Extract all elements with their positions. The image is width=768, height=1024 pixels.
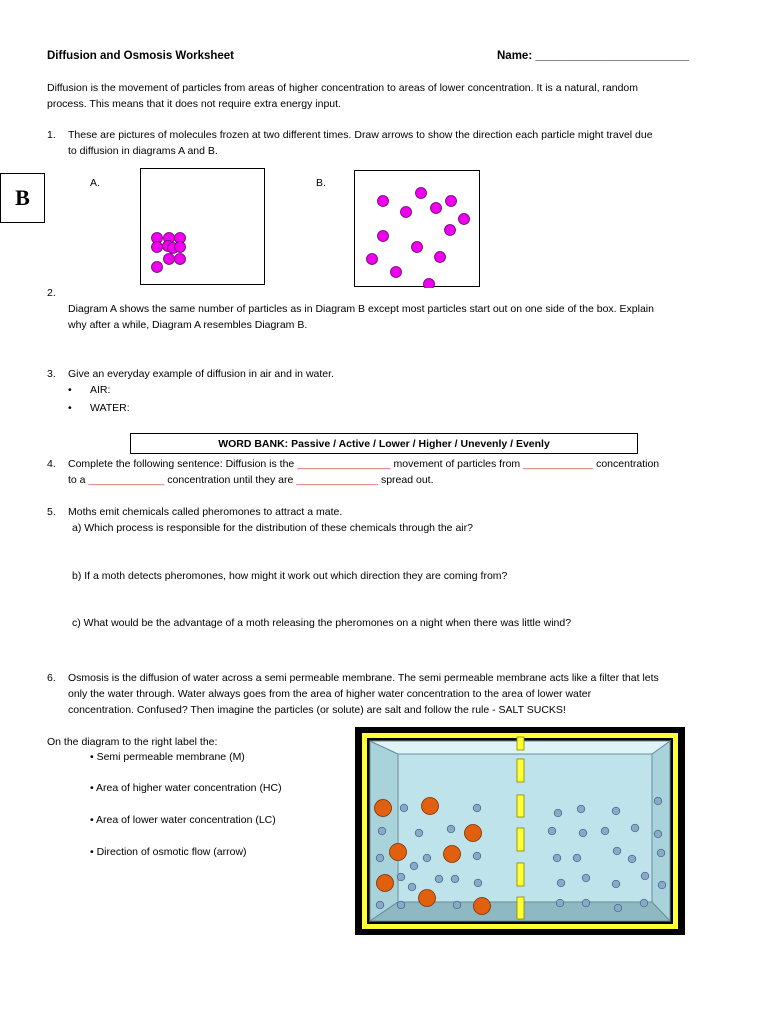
label-higher-concentration: • Area of higher water concentration (HC) <box>90 782 282 794</box>
particle <box>378 231 389 242</box>
particle <box>445 225 456 236</box>
diagram-a-label: A. <box>90 177 100 189</box>
q2-text-1: Diagram A shows the same number of particles as in Diagram B except most particles start out on one side of the box. Explain <box>68 303 654 315</box>
particle <box>446 196 457 207</box>
particle <box>175 254 186 265</box>
q1-text-2: to diffusion in diagrams A and B. <box>68 145 218 157</box>
diagram-b-label: B. <box>316 177 326 189</box>
q4-blank[interactable]: ______________ <box>296 474 379 486</box>
q3-number: 3. <box>47 368 56 380</box>
particle <box>152 262 163 273</box>
intro-line-2: process. This means that it does not require extra energy input. <box>47 98 341 110</box>
label-membrane: • Semi permeable membrane (M) <box>90 751 245 763</box>
particle <box>152 242 163 253</box>
q1-text-1: These are pictures of molecules frozen at two different times. Draw arrows to show the direction each particle might travel due <box>68 129 653 141</box>
q5c-text: c) What would be the advantage of a moth releasing the pheromones on a night when there was little wind? <box>72 617 572 629</box>
q6-text-3: concentration. Confused? Then imagine the particles (or solute) are salt and follow the rule - SALT SUCKS! <box>68 704 566 716</box>
q4-text: concentration <box>593 458 660 470</box>
q5b-text: b) If a moth detects pheromones, how might it work out which direction they are coming from? <box>72 570 508 582</box>
q4-text: Complete the following sentence: Diffusion is the <box>68 458 298 470</box>
osmosis-tank-diagram <box>355 727 685 935</box>
q4-text: movement of particles from <box>390 458 524 470</box>
page-badge: B <box>0 173 45 223</box>
q5-number: 5. <box>47 506 56 518</box>
word-bank: WORD BANK: Passive / Active / Lower / Higher / Unevenly / Evenly <box>130 433 638 454</box>
diagram-b-box <box>354 170 481 288</box>
q4-blank[interactable]: ____________ <box>523 458 594 470</box>
particle <box>367 254 378 265</box>
name-field-label: Name: ________________________ <box>497 50 689 62</box>
q4-text: spread out. <box>378 474 434 486</box>
particle <box>401 207 412 218</box>
particle <box>412 242 423 253</box>
q6-text-2: only the water through. Water always goes from the area of higher water concentration to the area of lower water <box>68 688 592 700</box>
q4-number: 4. <box>47 458 56 470</box>
particle <box>391 267 402 278</box>
particle <box>175 242 186 253</box>
diagram-a-box <box>140 168 266 286</box>
q4-line-2 <box>68 473 434 487</box>
q2-text-2: why after a while, Diagram A resembles Diagram B. <box>68 319 308 331</box>
q5a-text: a) Which process is responsible for the distribution of these chemicals through the air? <box>72 522 473 534</box>
q4-blank[interactable]: ________________ <box>297 458 391 470</box>
particle <box>431 203 442 214</box>
particle <box>378 196 389 207</box>
q6-number: 6. <box>47 672 56 684</box>
q4-text: concentration until they are <box>164 474 297 486</box>
q4-line-1 <box>68 457 659 471</box>
q3-air: • AIR: <box>90 383 110 397</box>
q4-blank[interactable]: _____________ <box>88 474 165 486</box>
q5-text: Moths emit chemicals called pheromones to attract a mate. <box>68 506 343 518</box>
q1-number: 1. <box>47 129 56 141</box>
worksheet-title: Diffusion and Osmosis Worksheet <box>47 50 235 62</box>
q6-text-1: Osmosis is the diffusion of water across a semi permeable membrane. The semi permeable membrane acts like a filter that lets <box>68 672 659 684</box>
label-osmotic-flow: • Direction of osmotic flow (arrow) <box>90 846 247 858</box>
q2-number: 2. <box>47 287 56 299</box>
particle <box>164 254 175 265</box>
particle <box>416 188 427 199</box>
particle <box>424 279 435 289</box>
intro-line-1: Diffusion is the movement of particles from areas of higher concentration to areas of lower concentration. It is a natural, random <box>47 82 639 94</box>
particle <box>459 214 470 225</box>
particle <box>435 252 446 263</box>
q4-text: to a <box>68 474 89 486</box>
label-instructions: On the diagram to the right label the: <box>47 736 218 748</box>
label-lower-concentration: • Area of lower water concentration (LC) <box>90 814 276 826</box>
q3-water: • WATER: <box>90 401 130 415</box>
q3-text: Give an everyday example of diffusion in air and in water. <box>68 368 334 380</box>
